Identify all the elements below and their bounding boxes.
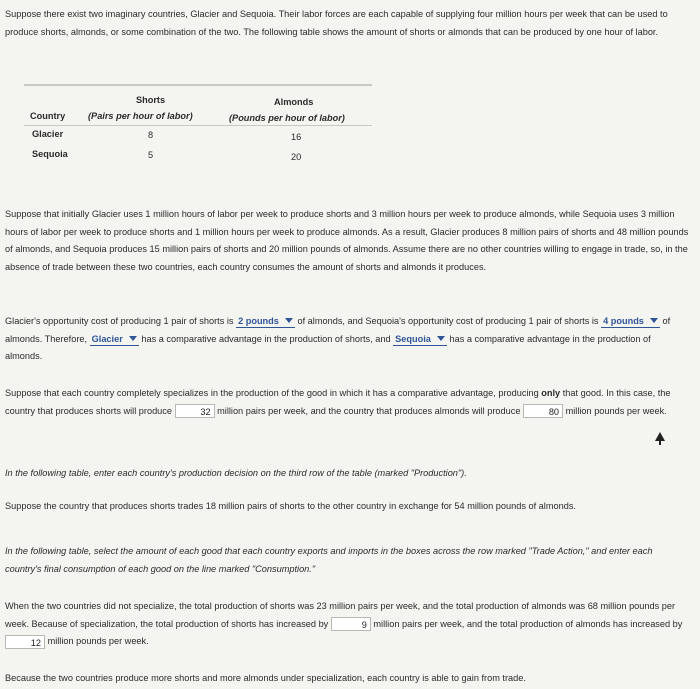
shorts-increase-input[interactable]: 9 [331, 617, 371, 631]
row-country-glacier: Glacier [32, 129, 64, 139]
chevron-down-icon [285, 318, 293, 323]
header-shorts-unit: (Pairs per hour of labor) [88, 111, 193, 121]
intro-paragraph: Suppose there exist two imaginary countries, Glacier and Sequoia. Their labor forces are each capable of supplying four million hours per week that can be used to produce shorts, almonds, or some combination of the two. The following table shows the amount of shorts or almonds that can be produced by one hour of labor. [5, 9, 668, 37]
row-country-sequoia: Sequoia [32, 149, 68, 159]
header-almonds: Almonds [274, 97, 314, 107]
total-production-paragraph: When the two countries did not specialize, the total production of shorts was 23 million pairs per week, and the total production of almonds was 68 million pounds per week. Because of specialization, the total production of shorts has increased by 9 million pairs per week, and the total production of almonds has increased by 12 million pounds per week. [5, 601, 683, 648]
trade-paragraph: Suppose the country that produces shorts trades 18 million pairs of shorts to the other country in exchange for 54 million pounds of almonds. [5, 501, 576, 511]
header-shorts: Shorts [136, 95, 166, 105]
conclusion-paragraph: Because the two countries produce more shorts and more almonds under specialization, each country is able to gain from trade. [5, 673, 526, 683]
row-glacier-almonds: 16 [291, 132, 302, 142]
header-country: Country [30, 111, 66, 121]
almonds-advantage-dropdown[interactable]: Sequoia [393, 334, 447, 346]
almonds-increase-input[interactable]: 12 [5, 635, 45, 649]
row-sequoia-almonds: 20 [291, 152, 302, 162]
glacier-opportunity-cost-dropdown[interactable]: 2 pounds [236, 316, 295, 328]
initial-production-paragraph: Suppose that initially Glacier uses 1 million hours of labor per week to produce shorts and 3 million hours per week to produce almonds, while Sequoia uses 3 million hours of labor per week to produce shorts and 1 million hours per week to produce almonds. As a result, Glacier produces 8 million pairs of shorts and 48 million pounds of almonds, and Sequoia produces 15 million pairs of shorts and 20 million pounds of almonds. Assume there are no other countries willing to engage in trade, so, in the absence of trade between these two countries, each country consumes the amount of shorts and almonds it produces. [5, 209, 689, 272]
shorts-specialized-input[interactable]: 32 [175, 404, 215, 418]
chevron-down-icon [650, 318, 658, 323]
almonds-specialized-input[interactable]: 80 [523, 404, 563, 418]
table-top-rule [24, 84, 372, 86]
row-sequoia-shorts: 5 [148, 150, 154, 160]
sequoia-opportunity-cost-dropdown[interactable]: 4 pounds [601, 316, 660, 328]
row-glacier-shorts: 8 [148, 130, 154, 140]
shorts-advantage-dropdown[interactable]: Glacier [90, 334, 139, 346]
chevron-down-icon [129, 336, 137, 341]
table-header-rule [24, 125, 372, 126]
chevron-down-icon [437, 336, 445, 341]
specialization-paragraph: Suppose that each country completely specializes in the production of the good in which it has a comparative advantage, producing only that good. In this case, the country that produces shorts will produce 32 million pairs per week, and the country that produces almonds will produce 80 million pounds per week. [5, 388, 671, 418]
trade-instruction: In the following table, select the amount of each good that each country exports and imports in the boxes across the row marked "Trade Action," and enter each country's final consumption of each good on the line marked "Consumption." [5, 546, 653, 574]
production-instruction: In the following table, enter each country's production decision on the third row of the table (marked "Production"). [5, 468, 467, 478]
opportunity-cost-paragraph: Glacier's opportunity cost of producing 1 pair of shorts is 2 pounds of almonds, and Sequoia's opportunity cost of producing 1 pair of shorts is 4 pounds of almonds. Therefore, Glacier has a comparative advantage in the production of shorts, and Sequoia has a comparative advantage in the production of almonds. [5, 316, 671, 362]
header-almonds-unit: (Pounds per hour of labor) [229, 113, 345, 123]
mouse-cursor-icon [655, 432, 665, 441]
